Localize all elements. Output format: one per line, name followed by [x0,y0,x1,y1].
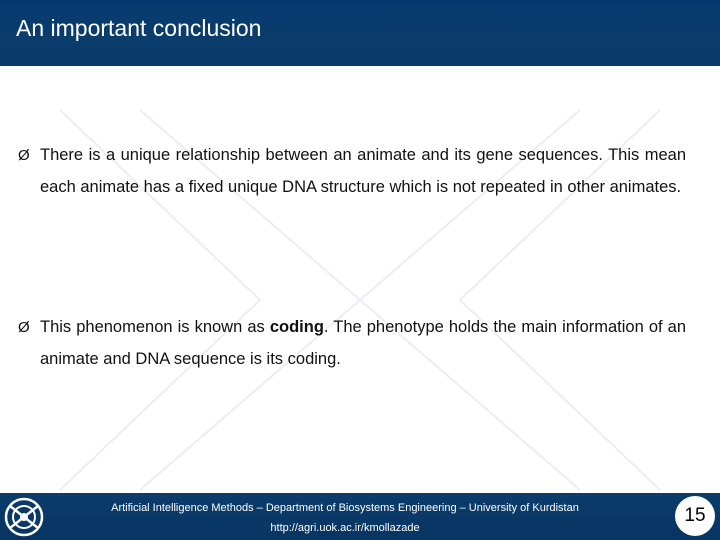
arrow-bullet-icon: Ø [18,319,30,336]
footer-course-text: Artificial Intelligence Methods – Department of Biosystems Engineering – University of Kurdistan [111,502,579,514]
footer-bar [0,493,720,540]
title-bar [0,0,720,66]
bullet-text-2-start: This phenomenon is known as [40,318,270,336]
slide-title: An important conclusion [16,15,262,41]
bullet-text-2-end: . The phenotype holds the main information of an animate and DNA sequence is its coding. [40,318,687,368]
bullet-text-1: There is a unique relationship between an animate and its gene sequences. This mean each animate has a fixed unique DNA structure which is not repeated in other animates. [40,146,686,196]
bullet-text-2 [18,312,686,375]
university-logo-icon [2,496,46,538]
bullet-item-2 [18,312,686,375]
footer-url: http://agri.uok.ac.ir/kmollazade [270,522,420,534]
page-number-badge: 15 [675,496,715,536]
bullet-item-1 [18,140,686,203]
bold-term-coding: coding [269,318,324,336]
arrow-bullet-icon: Ø [18,147,30,164]
